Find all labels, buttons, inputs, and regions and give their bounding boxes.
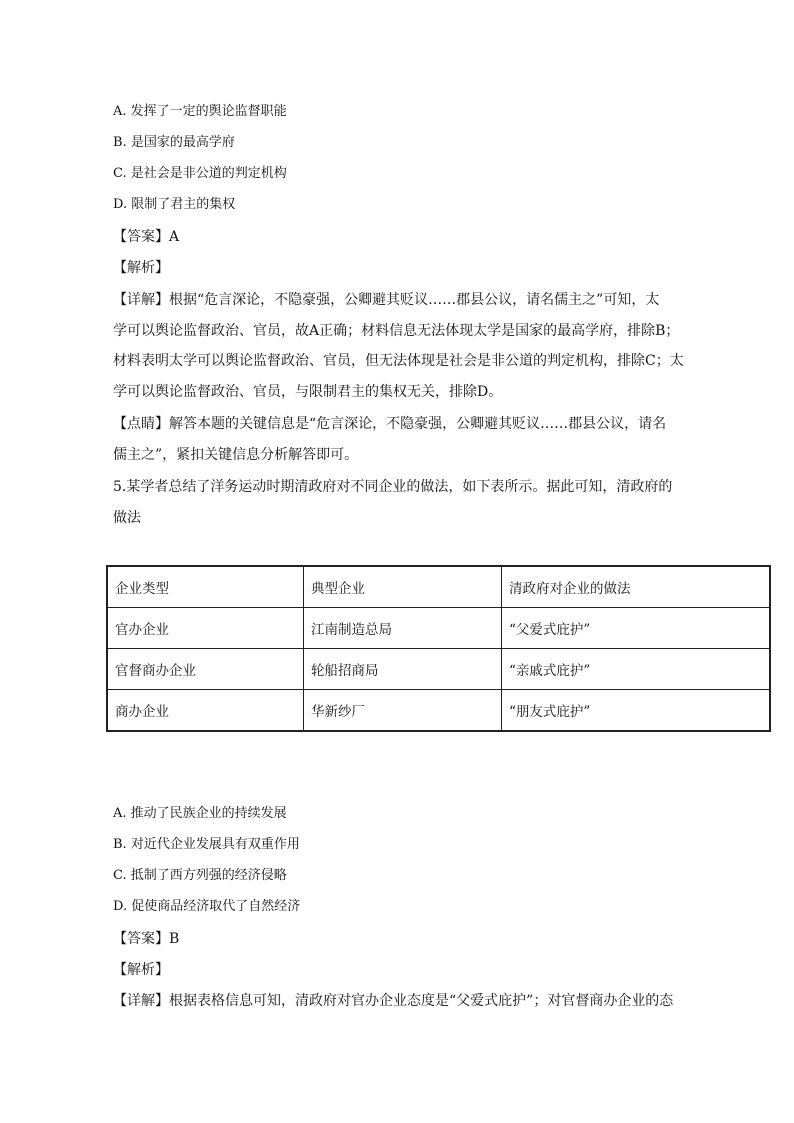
q4-detail-line-4: 学可以舆论监督政治、官员，与限制君主的集权无关，排除D。 — [113, 384, 503, 400]
table-header-row — [107, 566, 770, 608]
table-row — [107, 690, 770, 732]
table-cell: 官办企业 — [107, 608, 304, 649]
q5-analysis-label: 【解析】 — [113, 962, 169, 978]
detail-text: 根据表格信息可知，清政府对官办企业态度是“父爱式庇护”；对官督商办企业的态 — [169, 993, 674, 1009]
table-cell: 华新纱厂 — [304, 690, 502, 732]
table-cell: “朋友式庇护” — [502, 690, 771, 732]
q5-stem-line-2: 做法 — [113, 510, 141, 526]
detail-text: 根据“危言深论，不隐豪强，公卿避其贬议……郡县公议，请名儒主之”可知，太 — [169, 292, 660, 308]
q5-answer — [113, 929, 179, 949]
q5-detail-line-1 — [113, 991, 673, 1011]
q5-option-a: A. 推动了民族企业的持续发展 — [113, 806, 287, 821]
q5-stem-line-1: 5.某学者总结了洋务运动时期清政府对不同企业的做法，如下表所示。据此可知，清政府的 — [113, 479, 673, 495]
q4-tip-line-1 — [113, 414, 666, 434]
tip-text: 解答本题的关键信息是“危言深论，不隐豪强，公卿避其贬议……郡县公议，请名 — [169, 416, 667, 432]
answer-value: A — [169, 229, 180, 245]
answer-value: B — [169, 931, 180, 947]
table-cell: 官督商办企业 — [107, 649, 304, 690]
enterprise-table — [106, 565, 771, 732]
table-row — [107, 649, 770, 690]
q4-option-b: B. 是国家的最高学府 — [113, 135, 235, 150]
table-cell: 轮船招商局 — [304, 649, 502, 690]
detail-label: 【详解】 — [113, 292, 169, 308]
q5-option-c: C. 抵制了西方列强的经济侵略 — [113, 868, 287, 883]
table-cell: “亲戚式庇护” — [502, 649, 771, 690]
q4-answer — [113, 227, 179, 247]
detail-label: 【详解】 — [113, 993, 169, 1009]
table-cell: “父爱式庇护” — [502, 608, 771, 649]
q4-option-c: C. 是社会是非公道的判定机构 — [113, 166, 287, 181]
q4-option-a: A. 发挥了一定的舆论监督职能 — [113, 104, 287, 119]
q4-tip-line-2: 儒主之”，紧扣关键信息分析解答即可。 — [113, 447, 359, 463]
q4-detail-line-2: 学可以舆论监督政治、官员，故A正确；材料信息无法体现太学是国家的最高学府，排除B； — [113, 323, 680, 339]
q5-option-b: B. 对近代企业发展具有双重作用 — [113, 837, 300, 852]
table-header-cell: 清政府对企业的做法 — [502, 566, 771, 608]
table-cell: 江南制造总局 — [304, 608, 502, 649]
q4-detail-line-1 — [113, 290, 659, 310]
table-header-cell: 企业类型 — [107, 566, 304, 608]
answer-label: 【答案】 — [113, 931, 169, 947]
table-cell: 商办企业 — [107, 690, 304, 732]
q4-option-d: D. 限制了君主的集权 — [113, 197, 236, 212]
q5-option-d: D. 促使商品经济取代了自然经济 — [113, 899, 301, 914]
q4-detail-line-3: 材料表明太学可以舆论监督政治、官员，但无法体现是社会是非公道的判定机构，排除C；太 — [113, 353, 684, 369]
answer-label: 【答案】 — [113, 229, 169, 245]
table-row — [107, 608, 770, 649]
q4-analysis-label: 【解析】 — [113, 260, 169, 276]
tip-label: 【点睛】 — [113, 416, 169, 432]
table-header-cell: 典型企业 — [304, 566, 502, 608]
